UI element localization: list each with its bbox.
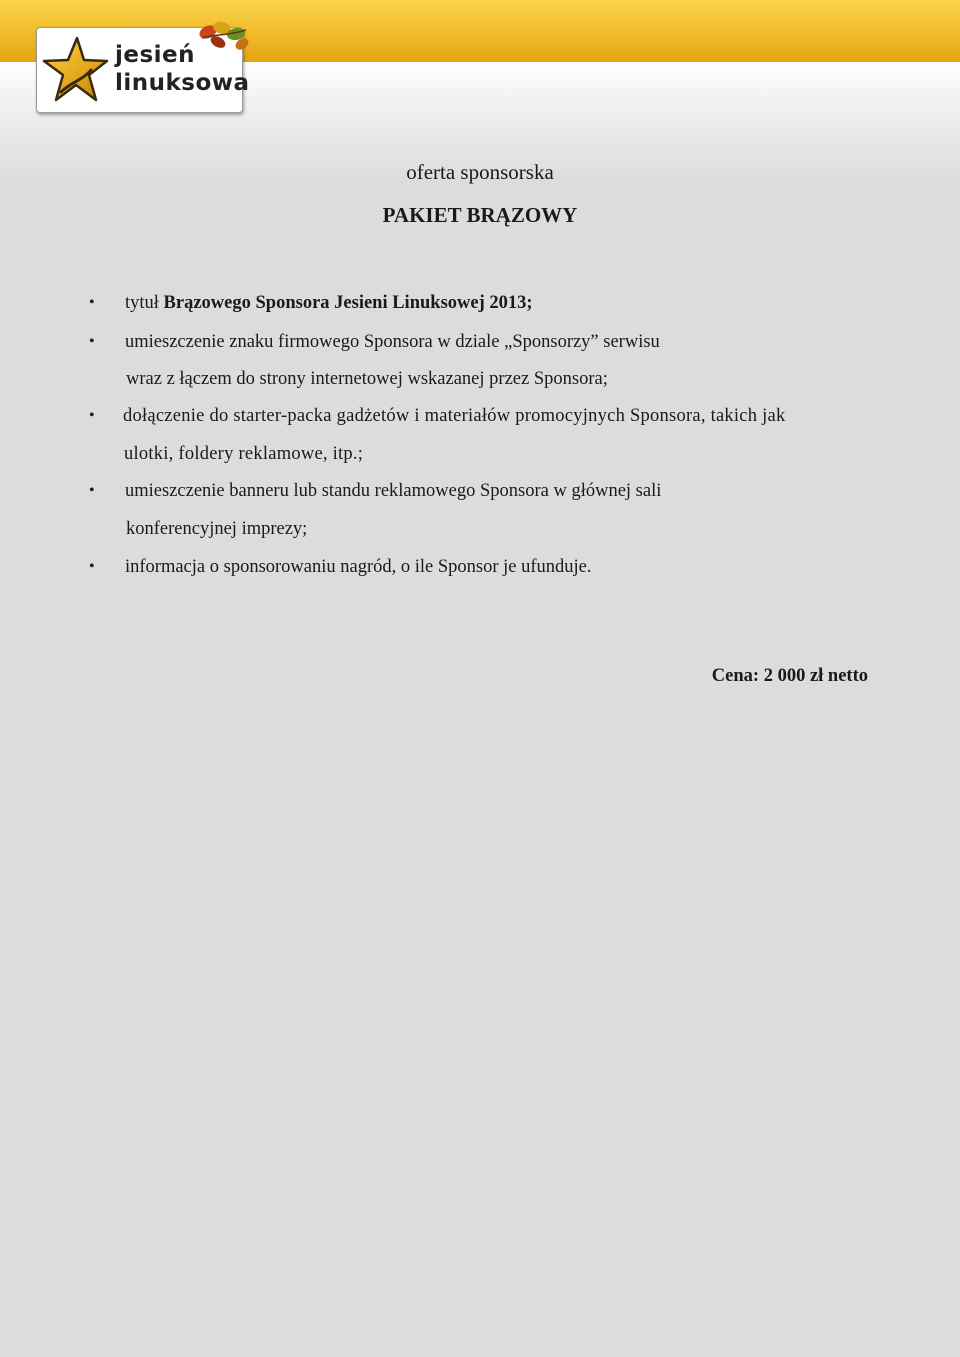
bullet-icon: • [89, 558, 95, 575]
list-item-line: dołączenie do starter-packa gadżetów i materiałów promocyjnych Sponsora, takich jak [123, 406, 786, 426]
list-item-bold-text: Brązowego Sponsora Jesieni Linuksowej 2013; [163, 293, 533, 313]
bullet-icon: • [89, 333, 95, 350]
list-item-line: konferencyjnej imprezy; [126, 519, 308, 539]
list-item [125, 292, 533, 314]
list-item-prefix: tytuł [125, 293, 164, 313]
bullet-icon: • [89, 482, 95, 499]
list-item-line: ulotki, foldery reklamowe, itp.; [124, 444, 364, 464]
logo-text-line2: linuksowa [115, 70, 250, 96]
list-item-line: wraz z łączem do strony internetowej wskazanej przez Sponsora; [126, 369, 608, 389]
document-title: PAKIET BRĄZOWY [382, 203, 578, 227]
bullet-icon: • [89, 294, 95, 311]
star-icon [41, 34, 109, 106]
bullet-icon: • [89, 407, 95, 424]
list-item-line: umieszczenie znaku firmowego Sponsora w dziale „Sponsorzy” serwisu [125, 332, 660, 352]
list-item-line: informacja o sponsorowaniu nagród, o ile Sponsor je ufunduje. [125, 557, 592, 577]
document-subtitle: oferta sponsorska [406, 160, 554, 184]
autumn-leaves-icon [196, 18, 252, 54]
list-item-line: umieszczenie banneru lub standu reklamowego Sponsora w głównej sali [125, 481, 662, 501]
logo-text-line1: jesień [115, 42, 196, 68]
price-label: Cena: 2 000 zł netto [711, 666, 868, 686]
